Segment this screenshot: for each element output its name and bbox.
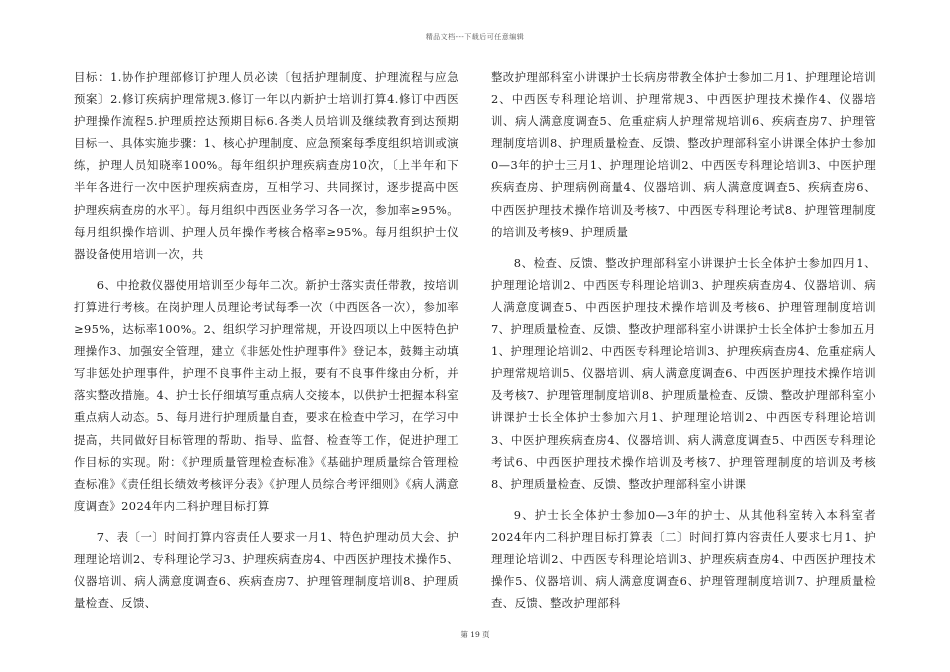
paragraph-8: 8、检查、反馈、整改护理部科室小讲课护士长全体护士参加四月1、护理理论培训2、中西医专科理论培训3、护理疾病查房4、仪器培训、病人满意度调查5、中西医护理技术操作培训及考核6、护理管理制度培训7、护理质量检查、反馈、整改护理部科室小讲课护士长全体护士参加五月1、护理理论培训2、中西医专科理论培训3、护理疾病查房4、危重症病人护理常规培训5、仪器培训、病人满意度调查6、中西医护理技术操作培训及考核7、护理管理制度培训8、护理质量检查、反馈、整改护理部科室小讲课护士长全体护士参加六月1、护理理论培训2、中西医专科理论培训3、中医护理疾病查房4、仪器培训、病人满意度调查5、中西医专科理论考试6、中西医护理技术操作培训及考核7、护理管理制度的培训及考核8、护理质量检查、反馈、整改护理部科室小讲课 bbox=[491, 255, 876, 491]
paragraph-9: 9、护士长全体护士参加0—3年的护士、从其他科室转入本科室者2024年内二科护理目标打算表〔二〕时间打算内容责任人要求七月1、护理理论培训2、中西医专科理论培训3、护理疾病查房4、中西医护理技术操作5、仪器培训、病人满意度调查6、护理管理制度培训7、护理质量检查、反馈、整改护理部科 bbox=[491, 507, 876, 611]
paragraph-goals: 目标：1.协作护理部修订护理人员必读〔包括护理制度、护理流程与应急预案〕2.修订疾病护理常规3.修订一年以内新护士培训打算4.修订中西医护理操作流程5.护理质控达预期目标6.各类人员培训及继续教育到达预期目标一、具体实施步骤：1、核心护理制度、应急预案每季度组织培训或演练，护理人员知晓率100%。每年组织护理疾病查房10次，〔上半年和下半年各进行一次中医护理疾病查房，互相学习、共同探讨，逐步提高中医护理疾病查房的水平〕。每月组织中西医业务学习各一次，参加率≥95%。每月组织操作培训、护理人员年操作考核合格率≥95%。每月组织护士仪器设备使用培训一次，共 bbox=[74, 70, 459, 261]
left-column bbox=[74, 66, 459, 623]
page-header: 精品文档---下载后可任意编辑 bbox=[425, 33, 525, 41]
paragraph-6: 6、中抢救仪器使用培训至少每年二次。新护士落实责任带教，按培训打算进行考核。在岗护理人员理论考试每季一次（中西医各一次），参加率≥95%，达标率100%。2、组织学习护理常规，开设四项以上中医特色护理操作3、加强安全管理，建立《非惩处性护理事件》登记本，鼓舞主动填写非惩处护理事件，护理不良事件主动上报，要有不良事件缘由分析，并落实整改措施。4、护士长仔细填写重点病人交接本，以供护士把握本科室重点病人动态。5、每月进行护理质量自查，要求在检查中学习，在学习中提高，共同做好目标管理的帮助、指导、监督、检查等工作，促进护理工作目标的实现。附：《护理质量管理检查标准》《基础护理质量综合管理检查标准》《责任组长绩效考核评分表》《护理人员综合考评细则》《病人满意度调查》2024年内二科护理目标打算 bbox=[74, 277, 459, 513]
paragraph-continued: 整改护理部科室小讲课护士长病房带教全体护士参加二月1、护理理论培训2、中西医专科理论培训、护理常规3、中西医护理技术操作4、仪器培训、病人满意度调查5、危重症病人护理常规培训6、疾病查房7、护理管理制度培训8、护理质量检查、反馈、整改护理部科室小讲课全体护士参加0—3年的护士三月1、护理理论培训2、中西医专科理论培训3、中医护理疾病查房、护理病例商量4、仪器培训、病人满意度调查5、疾病查房6、中西医护理技术操作培训及考核7、中西医专科理论考试8、护理管理制度的培训及考核9、护理质量 bbox=[491, 70, 876, 239]
page-number: 第 19 页 bbox=[460, 630, 490, 639]
paragraph-7: 7、表〔一〕时间打算内容责任人要求一月1、特色护理动员大会、护理理论培训2、专科理论学习3、护理疾病查房4、中西医护理技术操作5、仪器培训、病人满意度调查6、疾病查房7、护理管理制度培训8、护理质量检查、反馈、 bbox=[74, 529, 459, 611]
right-column bbox=[491, 66, 876, 623]
